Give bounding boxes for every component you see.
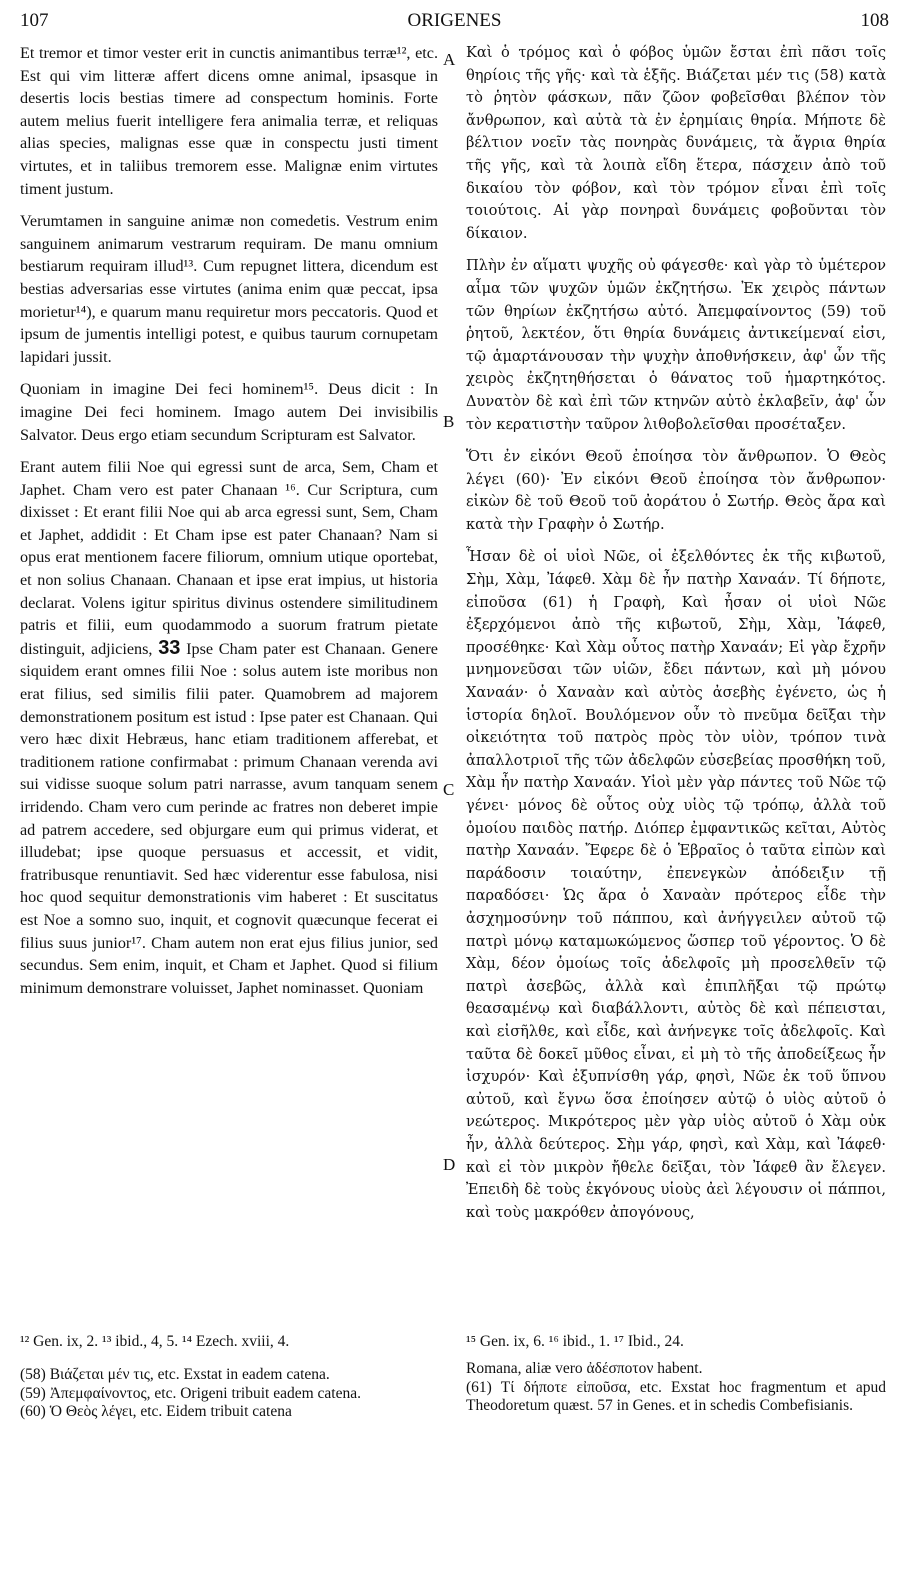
- greek-column: [466, 42, 886, 1224]
- running-title: ORIGENES: [407, 10, 502, 31]
- page-number-left: 107: [20, 10, 49, 31]
- greek-paragraph-3: Ὅτι ἐν εἰκόνι Θεοῦ ἐποίησα τὸν ἄνθρωπον. Ὁ Θεὸς λέγει (60)· Ἐν εἰκόνι Θεοῦ ἐποίησα τὸν ἄνθρωπον· εἰκὼν δὲ τοῦ Θεοῦ τοῦ ἀοράτου ὁ Σωτήρ. Θεὸς ἄρα καὶ κατὰ τὴν Γραφὴν ὁ Σωτήρ.: [466, 448, 886, 533]
- note-60-continued: Romana, aliæ vero ἀδέσποτον habent.: [466, 1360, 703, 1377]
- greek-paragraph-2: Πλὴν ἐν αἵματι ψυχῆς οὐ φάγεσθε· καὶ γὰρ τὸ ὑμέτερον αἷμα τῶν ψυχῶν ὑμῶν ἐκζητήσω. Ἐκ χειρὸς πάντων τῶν θηρίων ἐκζητήσω αὐτό. Ἀπεμφαίνοντος (59) τοῦ ῥητοῦ, λεκτέον, ὅτι θηρία δυνάμεις ἀντικείμεναί εἰσι, τῷ ἁμαρτάνουσαν τὴν ψυχὴν ἀποθνήσκειν, ἀφ' ὧν τῆς χειρὸς ἐκζητηθήσεται ὁ θάνατος τοῦ ἡμαρτηκότος. Δυνατὸν δὲ καὶ ἐπὶ τῶν κτηνῶν αὐτὸ ἐκλαβεῖν, ἀφ' ὧν τὸν κερατιστὴν ταῦρον λιθοβολεῖσθαι προσέταξεν.: [466, 257, 886, 433]
- editorial-notes-right: [466, 1360, 886, 1416]
- greek-paragraph-1: Καὶ ὁ τρόμος καὶ ὁ φόβος ὑμῶν ἔσται ἐπὶ πᾶσι τοῖς θηρίοις τῆς γῆς· καὶ τὰ ἑξῆς. Βιάζεται μέν τις (58) κατὰ τὸ ῥητὸν φάσκων, πᾶν ζῶον φοβεῖσθαι βλέπον τὸν ἄνθρωπον, καὶ αὐτὰ τὰ ἐν ἐρημίαις θηρία. Μήποτε δὲ βέλτιον νοεῖν τὰς πονηρὰς δυνάμεις, τὰ ἄγρια θηρία τῆς γῆς, καὶ τὰ λοιπὰ εἴδη ἕτερα, πάσχειν ἀπὸ τοῦ δικαίου τὸν φόβον, καὶ τὸν τρόμον εἶναι ἐπὶ τοῖς τοιούτοις. Αἱ γὰρ πονηραὶ δυνάμεις φοβοῦνται τὸν δίκαιον.: [466, 44, 886, 242]
- latin-paragraph-2: Verumtamen in sanguine animæ non comedetis. Vestrum enim sanguinem animarum vestrarum requiram. De manu omnium bestiarum requiram illud¹³. Cum repugnet littera, dicendum est bestias adversarias esse virtutes (anima enim quæ peccat, ipsa morietur¹⁴), e quarum manu requiretur mors peccatoris. Quod et ipsum de jumentis intelligi potest, e quibus taurum cornupetam lapidari jussit.: [20, 212, 438, 366]
- note-58: (58) Βιάζεται μέν τις, etc. Exstat in eadem catena.: [20, 1366, 330, 1383]
- latin-paragraph-3: Quoniam in imagine Dei feci hominem¹⁵. Deus dicit : In imagine Dei feci hominem. Imago autem Dei invisibilis Salvator. Deus ergo etiam secundum Scripturam est Salvator.: [20, 380, 438, 444]
- footnotes-right: ¹⁵ Gen. ix, 6. ¹⁶ ibid., 1. ¹⁷ Ibid., 24.: [466, 1333, 684, 1350]
- latin-paragraph-1: Et tremor et timor vester erit in cunctis animantibus terræ¹², etc. Est qui vim litteræ affert dicens omne animal, ipsasque in desertis locis bestias timere ad conspectum hominis. Forte autem melius fuerit intelligere fera animalia terræ, et reliquas alias species, malignas esse quæ in conspectu justi timent virtutes, et in taliibus tremorem esse. Malignæ enim virtutes timent justum.: [20, 44, 438, 198]
- margin-letter-d: D: [443, 1155, 456, 1174]
- margin-letter-a: A: [443, 50, 456, 69]
- column-number: 33: [158, 636, 181, 659]
- editorial-notes-left: [20, 1366, 440, 1422]
- footnotes-left: ¹² Gen. ix, 2. ¹³ ibid., 4, 5. ¹⁴ Ezech. xviii, 4.: [20, 1333, 290, 1350]
- latin-paragraph-4-text: Erant autem filii Noe qui egressi sunt de arca, Sem, Cham et Japhet. Cham vero est pater Chanaan ¹⁶. Cur Scriptura, cum dixisset : Et erant filii Noe qui ab arca egressi sunt, Sem, Cham et Japhet, addidit : Et Cham ipse est pater Chanaan? Nam si opus erat mentionem facere filiorum, omnium utique oportebat, et non solius Chanaan. Chanaan et ipse erat impius, ut historia declarat. Volens igitur spiritus divinus ostendere similitudinem patris et filii, eum quodammodo a suorum fratrum pietate distinguit, adjiciens,: [20, 458, 438, 658]
- latin-paragraph-4: [20, 456, 438, 999]
- greek-paragraph-4: Ἦσαν δὲ οἱ υἱοὶ Νῶε, οἱ ἐξελθόντες ἐκ τῆς κιβωτοῦ, Σὴμ, Χὰμ, Ἰάφεθ. Χὰμ δὲ ἦν πατὴρ Χαναάν. Τί δήποτε, εἰποῦσα (61) ἡ Γραφὴ, Καὶ ἦσαν οἱ υἱοὶ Νῶε ἐξερχόμενοι ἀπὸ τῆς κιβωτοῦ, Σὴμ, Χὰμ, Ἰάφεθ, προσέθηκε· Καὶ Χὰμ οὗτος πατὴρ Χαναάν; Εἰ γὰρ ἔχρῆν μνημονεῦσαι τῶν υἱῶν, ἔδει πάντων, καὶ μὴ μόνου Χαναάν· ὁ Χαναὰν καὶ αὐτὸς ἀσεβὴς ἐγένετο, ὡς ἡ ἱστορία δηλοῖ. Βουλόμενον οὖν τὸ πνεῦμα δεῖξαι τὴν οἰκειότητα τοῦ πατρὸς πρὸς τὸν υἱὸν, τρόπον τινὰ ἀπαλλοτριοῖ τῆς τῶν ἀδελφῶν εὐσεβείας προσθήκη τοῦ, Χὰμ ἦν πατὴρ Χαναάν. Υἱοὶ μὲν γὰρ πάντες τοῦ Νῶε τῷ γένει· μόνος δὲ οὗτος οὐχ υἱὸς τῷ τρόπῳ, ἀλλὰ τοῦ ὁμοίου παιδὸς πατήρ. Διόπερ ἐμφαντικῶς κεῖται, Αὐτὸς πατὴρ Χαναάν. Ἔφερε δὲ ὁ Ἑβραῖος ὁ ταῦτα εἰπὼν καὶ παράδοσιν τοιαύτην, ἐπενεγκὼν ἀπόδειξιν τῇ παραδόσει· Ὡς ἄρα ὁ Χαναὰν πρότερος εἶδε τὴν ἀσχημοσύνην τοῦ πάππου, καὶ ἀνήγγειλεν αὐτοῦ τῷ πατρὶ μόνῳ καταμωκώμενος ὥσπερ τοῦ γέροντος. Ὁ δὲ Χὰμ, δέον ὁμοίως τοῖς ἀδελφοῖς μὴ προσελθεῖν τῷ πατρὶ ἀσεβῶς, ἀλλὰ καὶ ἐπιπλῆξαι τῷ πρώτῳ θεασαμένῳ καὶ διαβάλλοντι, αὐτὸς δὲ καὶ πέπεισται, καὶ εἰσῆλθε, καὶ εἶδε, καὶ ἀνήνεγκε τοῖς ἀδελφοῖς. Καὶ ταῦτα δὲ δοκεῖ μῦθος εἶναι, εἰ μὴ τὸ τῆς ἀποδείξεως ἦν ἰσχυρόν· Καὶ ἐξυπνίσθη γάρ, φησὶ, Νῶε ἐκ τοῦ ὕπνου αὐτοῦ, καὶ ἔγνω ὅσα ἐποίησεν αὐτῷ ὁ υἱὸς αὐτοῦ ὁ νεώτερος. Μικρότερος μὲν γὰρ υἱὸς αὐτοῦ ὁ Χὰμ οὐκ ἦν, ἀλλὰ δεύτερος. Σὴμ γάρ, φησὶ, καὶ Χὰμ, καὶ Ἰάφεθ· καὶ εἰ τὸν μικρὸν ἤθελε δεῖξαι, τὸν Ἰάφεθ ἂν ἔλεγεν. Ἐπειδὴ δὲ τοὺς ἐκγόνους υἱοὺς ἀεὶ λέγουσιν οἱ πάπποι, καὶ τοὺς μακρόθεν ἀπογόνους,: [466, 548, 886, 1221]
- latin-column: [20, 42, 438, 999]
- page-number-right: 108: [860, 10, 889, 31]
- margin-letter-b: B: [443, 412, 455, 431]
- margin-letter-c: C: [443, 780, 455, 799]
- note-61: (61) Τί δήποτε εἰποῦσα, etc. Exstat hoc fragmentum et apud Theodoretum quæst. 57 in Genes. et in schedis Combefisianis.: [466, 1378, 886, 1414]
- note-60: (60) Ὁ Θεὸς λέγει, etc. Eidem tribuit catena: [20, 1403, 292, 1420]
- latin-paragraph-4-cont: Ipse Cham pater est Chanaan. Genere siquidem erant omnes filii Noe : solus autem iste moribus non erat filius, sed similis filii pater. Quamobrem ad majorem demonstrationem positum est istud : Ipse pater est Chanaan. Qui vero hæc dixit Hebræus, hanc etiam traditionem afferebat, et traditionem ratione confirmabat : primum Chanaan verenda avi sui vidisse suoque solum patri narrasse, avum tanquam senem irridendo. Cham vero cum perinde ac fratres non deberet impie ad patrem accedere, sed objurgare eum qui primus viderat, et illudebat; ipse quoque persuasus et accessit, et vidit, fratribusque renuntiavit. Sed hæc viderentur esse fabulosa, nisi hoc quod sequitur demonstrationis vim haberet : Et suscitatus est Noe a somno suo, inquit, et cognovit quæcunque fecerat ei filius suus junior¹⁷. Cham autem non erat ejus filius junior, sed secundus. Sem enim, inquit, et Cham et Japhet. Quod si filium minimum demonstrare voluisset, Japhet nominasset. Quoniam: [20, 639, 438, 997]
- running-header: [20, 6, 889, 34]
- note-59: (59) Ἀπεμφαίνοντος, etc. Origeni tribuit eadem catena.: [20, 1384, 361, 1402]
